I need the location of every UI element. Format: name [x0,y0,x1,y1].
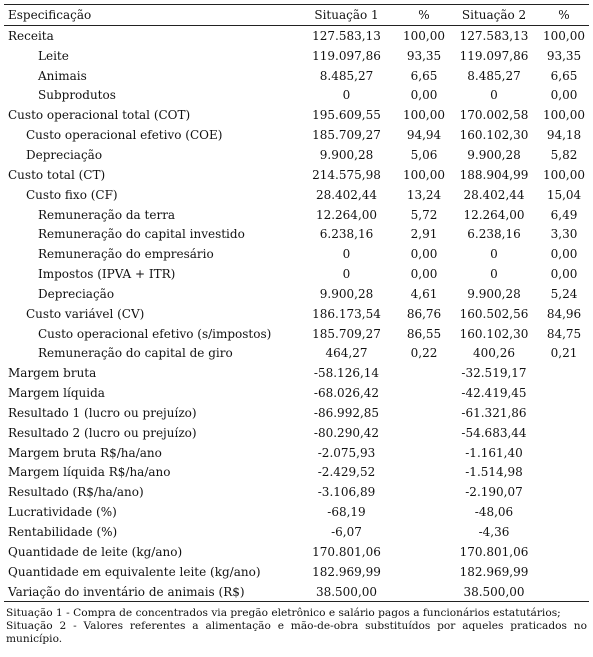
row-label: Remuneração do capital de giro [38,346,233,361]
row-label: Remuneração da terra [38,207,176,222]
value-situacao-2: 160.102,30 [459,326,529,341]
percent-situacao-1 [399,423,449,443]
value-situacao-1: 464,27 [325,346,368,361]
header-percent-1: % [399,5,449,26]
row-label: Depreciação [26,147,103,162]
header-percent-2: % [539,5,589,26]
percent-situacao-2: 100,00 [543,28,585,43]
value-situacao-1: 185.709,27 [312,128,381,143]
footnote [4,607,589,646]
value-situacao-1: 127.583,13 [312,28,381,43]
percent-situacao-1: 100,00 [403,108,445,123]
row-label: Variação do inventário de animais (R$) [4,582,294,602]
row-label: Custo total (CT) [8,167,106,182]
value-situacao-2: 188.904,99 [459,167,529,182]
row-label: Impostos (IPVA + ITR) [38,267,176,282]
table-row [4,324,589,344]
percent-situacao-2: 94,18 [546,128,582,143]
row-label: Depreciação [38,286,115,301]
percent-situacao-1: 93,35 [406,48,442,63]
value-situacao-2: 182.969,99 [459,564,529,579]
percent-situacao-1: 0,00 [410,247,438,262]
value-situacao-2: 38.500,00 [449,582,539,602]
percent-situacao-2: 15,04 [546,187,582,202]
value-situacao-2: 0 [490,247,498,262]
value-situacao-2: 170.801,06 [459,544,529,559]
table-row [4,542,589,562]
percent-situacao-2 [539,562,589,582]
percent-situacao-2: 5,24 [550,286,578,301]
table-row [4,86,589,106]
value-situacao-1: 8.485,27 [319,68,374,83]
row-label: Custo operacional efetivo (COE) [26,128,223,143]
value-situacao-1: -86.992,85 [313,405,380,420]
value-situacao-2: 170.002,58 [459,108,529,123]
value-situacao-1: 38.500,00 [294,582,399,602]
value-situacao-2: -42.419,45 [461,386,527,401]
percent-situacao-1 [399,482,449,502]
value-situacao-2: 400,26 [473,346,515,361]
percent-situacao-2 [539,582,589,602]
table-row [4,264,589,284]
value-situacao-1: 28.402,44 [315,187,378,202]
footnote-situacao-2: Situação 2 - Valores referentes a alimentação e mão-de-obra substituídos por aqueles praticados no município. [6,620,587,646]
percent-situacao-2: 0,00 [550,247,578,262]
table-row [4,284,589,304]
percent-situacao-1 [399,403,449,423]
row-label: Margem bruta [8,366,97,381]
row-label: Custo operacional efetivo (s/impostos) [38,326,272,341]
table-body [4,26,589,602]
percent-situacao-2: 6,49 [550,207,578,222]
table-row [4,423,589,443]
percent-situacao-2 [539,423,589,443]
value-situacao-1: -68.026,42 [313,386,380,401]
value-situacao-1: 9.900,28 [319,286,374,301]
percent-situacao-2: 100,00 [543,108,585,123]
table-row [4,26,589,46]
value-situacao-1: 170.801,06 [312,544,381,559]
header-situacao-1: Situação 1 [294,5,399,26]
table-row [4,463,589,483]
table-row [4,582,589,602]
row-label: Subprodutos [38,88,116,103]
percent-situacao-2: 84,96 [546,306,582,321]
row-label: Quantidade de leite (kg/ano) [8,544,183,559]
row-label: Quantidade em equivalente leite (kg/ano) [8,564,261,579]
value-situacao-1: 12.264,00 [315,207,378,222]
value-situacao-2: 0 [490,267,498,282]
table-row [4,224,589,244]
value-situacao-1: 185.709,27 [312,326,381,341]
value-situacao-1: 0 [342,247,351,262]
row-label: Custo operacional total (COT) [8,108,191,123]
row-label: Custo variável (CV) [26,306,145,321]
table-row [4,46,589,66]
row-label: Lucratividade (%) [8,505,117,520]
percent-situacao-1 [399,582,449,602]
table-row [4,185,589,205]
value-situacao-2: -1.514,98 [465,465,523,480]
value-situacao-1: -2.429,52 [317,465,376,480]
percent-situacao-1: 86,55 [406,326,442,341]
value-situacao-2: 119.097,86 [459,48,529,63]
percent-situacao-2: 5,82 [550,147,578,162]
value-situacao-1: -58.126,14 [313,366,380,381]
table-row [4,165,589,185]
table-row [4,363,589,383]
table-row [4,105,589,125]
value-situacao-1: 0 [342,267,351,282]
value-situacao-2: 0 [490,88,498,103]
percent-situacao-1: 5,72 [410,207,438,222]
table-row [4,125,589,145]
value-situacao-1: -6,07 [331,525,362,540]
table-row [4,344,589,364]
row-label: Resultado 2 (lucro ou prejuízo) [8,425,197,440]
value-situacao-2: 6.238,16 [467,227,521,242]
value-situacao-1: 119.097,86 [312,48,381,63]
value-situacao-1: -68,19 [327,505,366,520]
value-situacao-2: -48,06 [474,505,514,520]
value-situacao-2: 9.900,28 [467,286,521,301]
percent-situacao-2 [539,443,589,463]
percent-situacao-1: 100,00 [403,167,445,182]
percent-situacao-2: 93,35 [546,48,582,63]
percent-situacao-2 [539,383,589,403]
value-situacao-2: -1.161,40 [465,445,523,460]
value-situacao-1: 6.238,16 [319,227,374,242]
percent-situacao-1: 0,22 [410,346,438,361]
value-situacao-2: 160.102,30 [459,128,529,143]
value-situacao-2: -54.683,44 [461,425,527,440]
percent-situacao-2: 3,30 [550,227,578,242]
row-label: Margem líquida [8,386,105,401]
value-situacao-1: -80.290,42 [313,425,380,440]
row-label: Animais [38,68,87,83]
footnote-situacao-1: Situação 1 - Compra de concentrados via pregão eletrônico e salário pagos a funcionários estatutários; [6,607,561,620]
value-situacao-1: 182.969,99 [312,564,381,579]
row-label: Remuneração do empresário [38,247,214,262]
percent-situacao-2 [539,482,589,502]
percent-situacao-1 [399,383,449,403]
percent-situacao-1 [399,542,449,562]
table-row [4,205,589,225]
value-situacao-2: 8.485,27 [467,68,521,83]
value-situacao-2: -4,36 [478,525,510,540]
percent-situacao-1 [399,363,449,383]
value-situacao-2: 127.583,13 [459,28,529,43]
value-situacao-2: -61.321,86 [461,405,527,420]
document [4,0,589,646]
value-situacao-2: 9.900,28 [467,147,521,162]
percent-situacao-2 [539,463,589,483]
value-situacao-1: -2.075,93 [317,445,376,460]
percent-situacao-1 [399,562,449,582]
table-header-row [4,5,589,26]
percent-situacao-2: 0,21 [550,346,578,361]
table-row [4,443,589,463]
percent-situacao-2: 0,00 [550,267,578,282]
percent-situacao-1: 94,94 [406,128,442,143]
percent-situacao-1: 0,00 [410,267,438,282]
header-situacao-2: Situação 2 [449,5,539,26]
percent-situacao-2 [539,403,589,423]
percent-situacao-2: 0,00 [550,88,578,103]
table-row [4,145,589,165]
value-situacao-2: 160.502,56 [459,306,529,321]
percent-situacao-1: 100,00 [403,28,445,43]
percent-situacao-1: 2,91 [410,227,438,242]
table-row [4,244,589,264]
value-situacao-1: 0 [342,88,351,103]
value-situacao-1: -3.106,89 [317,485,376,500]
value-situacao-2: 28.402,44 [463,187,525,202]
table-row [4,482,589,502]
percent-situacao-2 [539,502,589,522]
percent-situacao-1: 13,24 [406,187,442,202]
value-situacao-2: -32.519,17 [461,366,527,381]
percent-situacao-1: 6,65 [410,68,438,83]
value-situacao-2: 12.264,00 [463,207,525,222]
value-situacao-1: 9.900,28 [319,147,374,162]
table-row [4,502,589,522]
row-label: Custo fixo (CF) [26,187,118,202]
value-situacao-2: -2.190,07 [465,485,523,500]
value-situacao-1: 186.173,54 [312,306,381,321]
percent-situacao-1: 86,76 [406,306,442,321]
percent-situacao-1 [399,443,449,463]
table-row [4,562,589,582]
row-label: Leite [38,48,69,63]
header-especificacao: Especificação [4,5,294,26]
row-label: Resultado 1 (lucro ou prejuízo) [8,405,197,420]
table-row [4,304,589,324]
percent-situacao-2: 100,00 [543,167,585,182]
percent-situacao-1 [399,522,449,542]
row-label: Resultado (R$/ha/ano) [8,485,144,500]
row-label: Margem bruta R$/ha/ano [8,445,162,460]
row-label: Margem líquida R$/ha/ano [8,465,171,480]
cost-table [4,4,589,602]
percent-situacao-1: 4,61 [410,286,438,301]
table-row [4,383,589,403]
row-label: Rentabilidade (%) [8,525,118,540]
percent-situacao-2: 84,75 [546,326,582,341]
percent-situacao-2 [539,522,589,542]
percent-situacao-1: 0,00 [410,88,438,103]
row-label: Remuneração do capital investido [38,227,245,242]
percent-situacao-2: 6,65 [550,68,578,83]
percent-situacao-1: 5,06 [410,147,438,162]
percent-situacao-1 [399,502,449,522]
row-label: Receita [8,28,54,43]
table-row [4,403,589,423]
value-situacao-1: 214.575,98 [312,167,381,182]
percent-situacao-2 [539,542,589,562]
value-situacao-1: 195.609,55 [312,108,381,123]
table-row [4,66,589,86]
percent-situacao-1 [399,463,449,483]
percent-situacao-2 [539,363,589,383]
table-row [4,522,589,542]
